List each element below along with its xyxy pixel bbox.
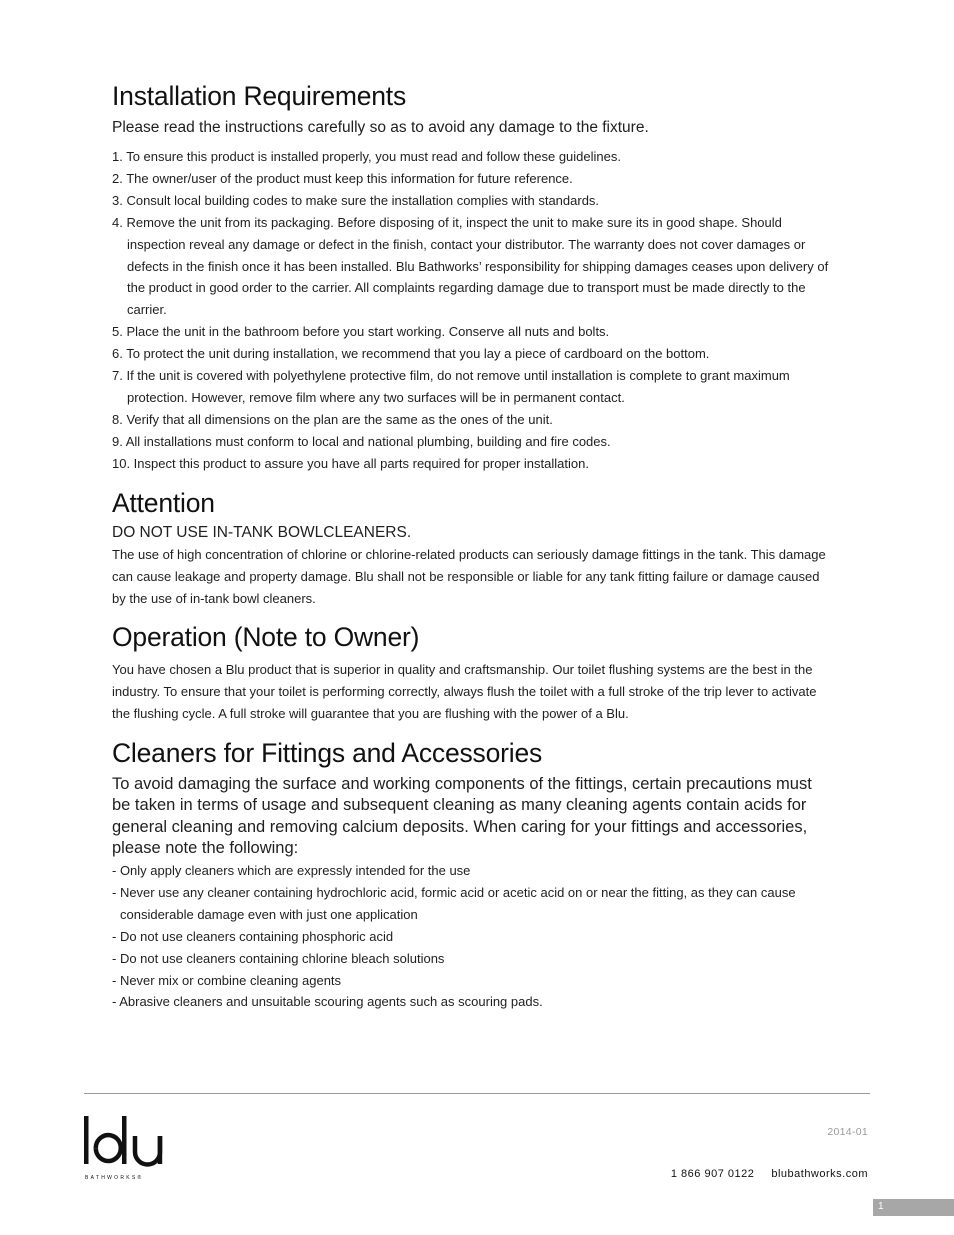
list-item: 3. Consult local building codes to make sure the installation complies with standards. [112,192,600,208]
list-item: 2. The owner/user of the product must keep this information for future reference. [112,170,573,186]
operation-body: You have chosen a Blu product that is superior in quality and craftsmanship. Our toilet flushing systems are the best in the industry. To ensure that your toilet is performing correctly, always flush the toilet with a full stroke of the trip lever to activate the flushing cycle. A full stroke will guarantee that you are flushing with the power of a Blu. [112,661,817,721]
installation-section [112,78,832,475]
attention-body: The use of high concentration of chlorine or chlorine-related products can seriously damage fittings in the tank. This damage can cause leakage and property damage. Blu shall not be responsible or liable for any tank fitting failure or damage caused by the use of in-tank bowl cleaners. [112,546,826,606]
list-item: - Only apply cleaners which are expressly intended for the use [112,862,471,878]
list-item: - Abrasive cleaners and unsuitable scouring agents such as scouring pads. [112,994,543,1010]
list-item: 10. Inspect this product to assure you have all parts required for proper installation. [112,455,589,471]
list-item: - Do not use cleaners containing phosphoric acid [112,928,394,944]
operation-title: Operation (Note to Owner) [112,621,420,652]
cleaners-intro: To avoid damaging the surface and working components of the fittings, certain precautions must be taken in terms of usage and subsequent cleaning as many cleaning agents contain acids for general cleaning and removing calcium deposits. When caring for your fittings and accessories, please note the following: [112,774,812,858]
list-item: 1. To ensure this product is installed properly, you must read and follow these guidelines. [112,149,621,164]
logo-subtext: BATHWORKS® [85,1175,144,1181]
list-item: 7. If the unit is covered with polyethylene protective film, do not remove until installation is complete to grant maximum protection. However, remove film where any two surfaces will be in permanent contact. [112,368,790,405]
page-number: 1 [878,1201,884,1212]
installation-intro: Please read the instructions carefully so as to avoid any damage to the fixture. [112,119,649,136]
list-item: 9. All installations must conform to local and national plumbing, building and fire codes. [112,433,611,449]
list-item: - Do not use cleaners containing chlorine bleach solutions [112,950,445,966]
installation-list [112,146,832,475]
website-link[interactable]: blubathworks.com [771,1168,868,1180]
list-item: - Never use any cleaner containing hydrochloric acid, formic acid or acetic acid on or near the fitting, as they can cause considerable damage even with just one application [112,884,796,922]
attention-section [112,485,832,610]
list-item: - Never mix or combine cleaning agents [112,972,342,988]
list-item: 5. Place the unit in the bathroom before you start working. Conserve all nuts and bolts. [112,324,610,340]
attention-title: Attention [112,487,215,518]
list-item: 8. Verify that all dimensions on the plan are the same as the ones of the unit. [112,411,553,427]
phone-number: 1 866 907 0122 [670,1168,755,1180]
list-item: 4. Remove the unit from its packaging. Before disposing of it, inspect the unit to make sure its in good shape. Should inspection reveal any damage or defect in the finish, contact your distributor. The warranty does not cover damages or defects in the finish once it has been installed. Blu Bathworks’ responsibility for shipping damages ceases upon delivery of the product in good order to the carrier. All complaints regarding damage due to transport must be made directly to the carrier. [112,214,829,318]
document-date: 2014-01 [827,1126,868,1138]
footer-divider [84,1093,870,1094]
installation-title: Installation Requirements [112,81,407,111]
operation-section [112,619,832,725]
cleaners-list [112,860,832,1013]
list-item: 6. To protect the unit during installation, we recommend that you lay a piece of cardboard on the bottom. [112,346,710,362]
footer-contact [671,1168,868,1180]
attention-subhead: DO NOT USE IN-TANK BOWLCLEANERS. [112,523,412,541]
page-number-tab [873,1199,954,1216]
cleaners-section [112,735,832,1014]
blu-logo [83,1112,165,1182]
document-page [112,78,832,1013]
cleaners-title: Cleaners for Fittings and Accessories [112,737,543,768]
